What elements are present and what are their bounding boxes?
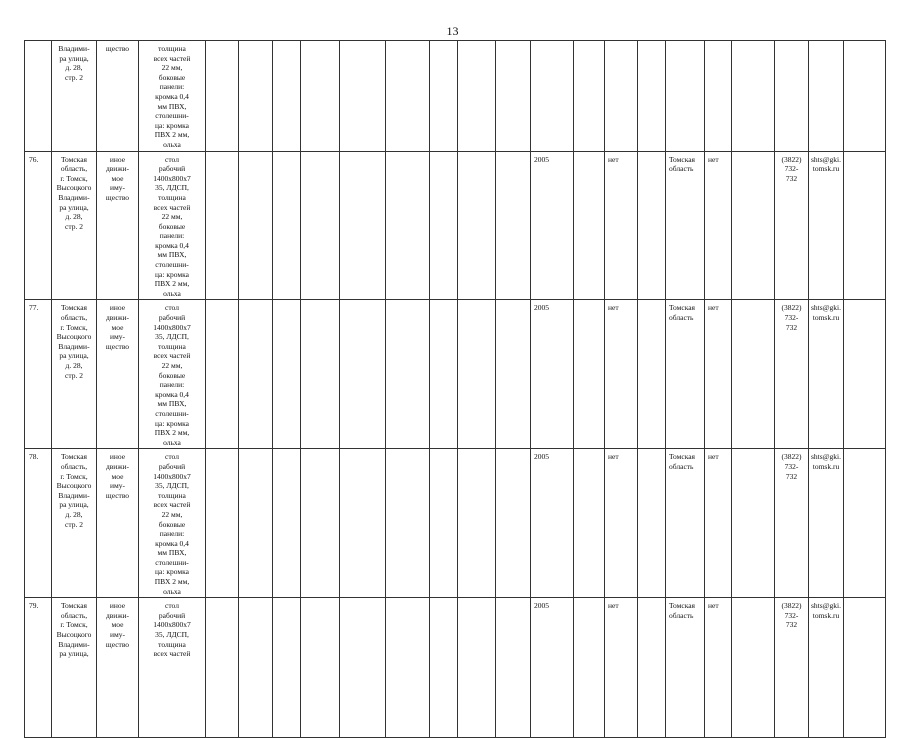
table-row xyxy=(25,300,886,449)
table-row xyxy=(25,598,886,738)
registry-table-container xyxy=(24,40,884,659)
table-row xyxy=(25,151,886,300)
cell-flag2: нет xyxy=(705,300,732,449)
cell-email xyxy=(809,41,844,152)
cell-description: стол рабочий 1400х800х7 35, ЛДСП, толщина всех частей 22 мм, боковые панели: кромка 0,4 мм ПВХ, столешни- ца: кромка ПВХ 2 мм, ольха xyxy=(139,151,206,300)
cell-description: стол рабочий 1400х800х7 35, ЛДСП, толщина всех частей 22 мм, боковые панели: кромка 0,4 мм ПВХ, столешни- ца: кромка ПВХ 2 мм, ольха xyxy=(139,449,206,598)
cell-email: shts@gki. tomsk.ru xyxy=(809,598,844,738)
cell-flag1 xyxy=(605,41,638,152)
cell-phone: (3822) 732- 732 xyxy=(775,449,809,598)
cell-address: Томская область, г. Томск, Высоцкого Владими- ра улица, xyxy=(52,598,97,738)
cell-flag1: нет xyxy=(605,300,638,449)
cell-year: 2005 xyxy=(531,151,574,300)
cell-region: Томская область xyxy=(666,151,705,300)
cell-flag2 xyxy=(705,41,732,152)
cell-description: толщина всех частей 22 мм, боковые панели: кромка 0,4 мм ПВХ, столешни- ца: кромка ПВХ 2 мм, ольха xyxy=(139,41,206,152)
cell-flag1: нет xyxy=(605,598,638,738)
cell-year: 2005 xyxy=(531,449,574,598)
cell-address: Владими- ра улица, д. 28, стр. 2 xyxy=(52,41,97,152)
cell-type: иное движи- мое иму- щество xyxy=(97,151,139,300)
cell-region: Томская область xyxy=(666,300,705,449)
table-row-continuation xyxy=(25,41,886,152)
cell-phone: (3822) 732- 732 xyxy=(775,300,809,449)
cell-num: 76. xyxy=(25,151,52,300)
cell-flag2: нет xyxy=(705,598,732,738)
cell-email: shts@gki. tomsk.ru xyxy=(809,449,844,598)
cell-email: shts@gki. tomsk.ru xyxy=(809,151,844,300)
cell-num: 77. xyxy=(25,300,52,449)
cell-type: иное движи- мое иму- щество xyxy=(97,449,139,598)
cell-year: 2005 xyxy=(531,300,574,449)
registry-table xyxy=(24,40,886,738)
cell-num: 78. xyxy=(25,449,52,598)
cell-num: 79. xyxy=(25,598,52,738)
cell-email: shts@gki. tomsk.ru xyxy=(809,300,844,449)
cell-type: иное движи- мое иму- щество xyxy=(97,598,139,738)
cell-num xyxy=(25,41,52,152)
cell-year: 2005 xyxy=(531,598,574,738)
cell-flag2: нет xyxy=(705,449,732,598)
cell-address: Томская область, г. Томск, Высоцкого Владими- ра улица, д. 28, стр. 2 xyxy=(52,300,97,449)
cell-region: Томская область xyxy=(666,449,705,598)
cell-type: иное движи- мое иму- щество xyxy=(97,300,139,449)
cell-year xyxy=(531,41,574,152)
table-row xyxy=(25,449,886,598)
cell-flag2: нет xyxy=(705,151,732,300)
cell-flag1: нет xyxy=(605,449,638,598)
cell-flag1: нет xyxy=(605,151,638,300)
cell-phone: (3822) 732- 732 xyxy=(775,151,809,300)
cell-description: стол рабочий 1400х800х7 35, ЛДСП, толщина всех частей 22 мм, боковые панели: кромка 0,4 мм ПВХ, столешни- ца: кромка ПВХ 2 мм, ольха xyxy=(139,300,206,449)
cell-phone: (3822) 732- 732 xyxy=(775,598,809,738)
cell-address: Томская область, г. Томск, Высоцкого Владими- ра улица, д. 28, стр. 2 xyxy=(52,151,97,300)
page-number: 13 xyxy=(446,24,459,38)
cell-type: щество xyxy=(97,41,139,152)
cell-address: Томская область, г. Томск, Высоцкого Владими- ра улица, д. 28, стр. 2 xyxy=(52,449,97,598)
cell-region: Томская область xyxy=(666,598,705,738)
cell-description: стол рабочий 1400х800х7 35, ЛДСП, толщина всех частей xyxy=(139,598,206,738)
cell-phone xyxy=(775,41,809,152)
cell-region xyxy=(666,41,705,152)
